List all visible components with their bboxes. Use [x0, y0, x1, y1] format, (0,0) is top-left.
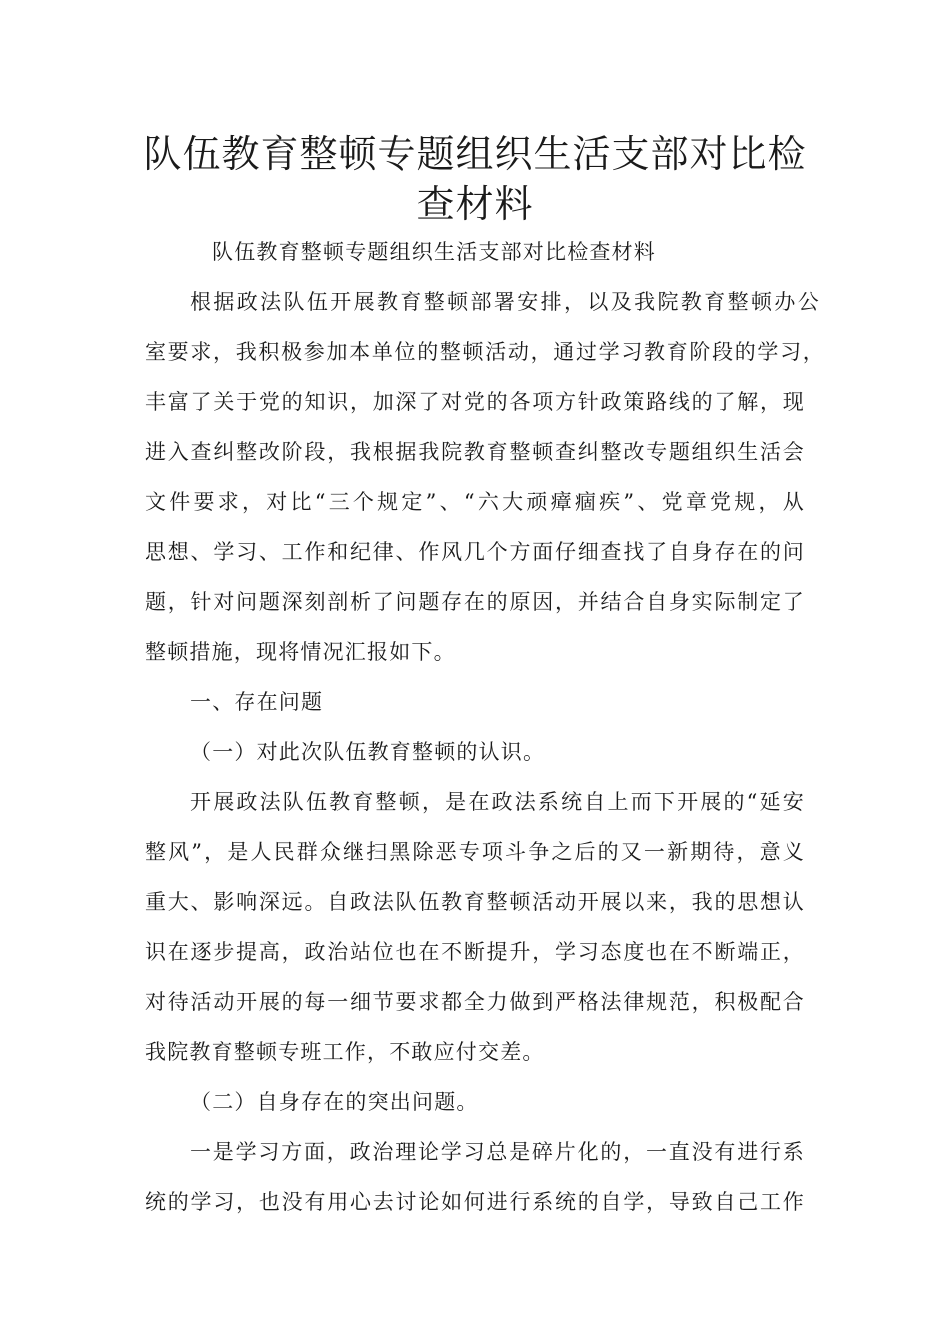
- subsection-heading: （一）对此次队伍教育整顿的认识。: [190, 740, 546, 764]
- document-title-line-2: 查材料: [416, 182, 534, 226]
- document-title-line-1: 队伍教育整顿专题组织生活支部对比检: [143, 132, 807, 176]
- paragraph-line: 室要求，我积极参加本单位的整顿活动，通过学习教育阶段的学习，: [145, 340, 825, 364]
- paragraph-line: 开展政法队伍教育整顿，是在政法系统自上而下开展的“延安: [190, 790, 805, 814]
- paragraph-line: 根据政法队伍开展教育整顿部署安排，以及我院教育整顿办公: [190, 290, 820, 314]
- paragraph-line: 文件要求，对比“三个规定”、“六大顽瘴痼疾”、党章党规，从: [145, 490, 805, 514]
- paragraph-line: 进入查纠整改阶段，我根据我院教育整顿查纠整改专题组织生活会: [145, 440, 805, 464]
- paragraph-line: 题，针对问题深刻剖析了问题存在的原因，并结合自身实际制定了: [145, 590, 805, 614]
- paragraph-line: 统的学习，也没有用心去讨论如何进行系统的自学，导致自己工作: [145, 1190, 805, 1214]
- section-heading: 一、存在问题: [190, 690, 324, 714]
- paragraph-line: 识在逐步提高，政治站位也在不断提升，学习态度也在不断端正，: [145, 940, 805, 964]
- paragraph-line: 丰富了关于党的知识，加深了对党的各项方针政策路线的了解，现: [145, 390, 805, 414]
- document-subtitle: 队伍教育整顿专题组织生活支部对比检查材料: [212, 240, 656, 264]
- paragraph-line: 重大、影响深远。自政法队伍教育整顿活动开展以来，我的思想认: [145, 890, 805, 914]
- paragraph-line: 整顿措施，现将情况汇报如下。: [145, 640, 456, 664]
- paragraph-line: 一是学习方面，政治理论学习总是碎片化的，一直没有进行系: [190, 1140, 805, 1164]
- paragraph-line: 我院教育整顿专班工作，不敢应付交差。: [145, 1040, 545, 1064]
- paragraph-line: 思想、学习、工作和纪律、作风几个方面仔细查找了自身存在的问: [145, 540, 805, 564]
- paragraph-line: 整风”，是人民群众继扫黑除恶专项斗争之后的又一新期待，意义: [145, 840, 805, 864]
- subsection-heading: （二）自身存在的突出问题。: [190, 1090, 479, 1114]
- paragraph-line: 对待活动开展的每一细节要求都全力做到严格法律规范，积极配合: [145, 990, 805, 1014]
